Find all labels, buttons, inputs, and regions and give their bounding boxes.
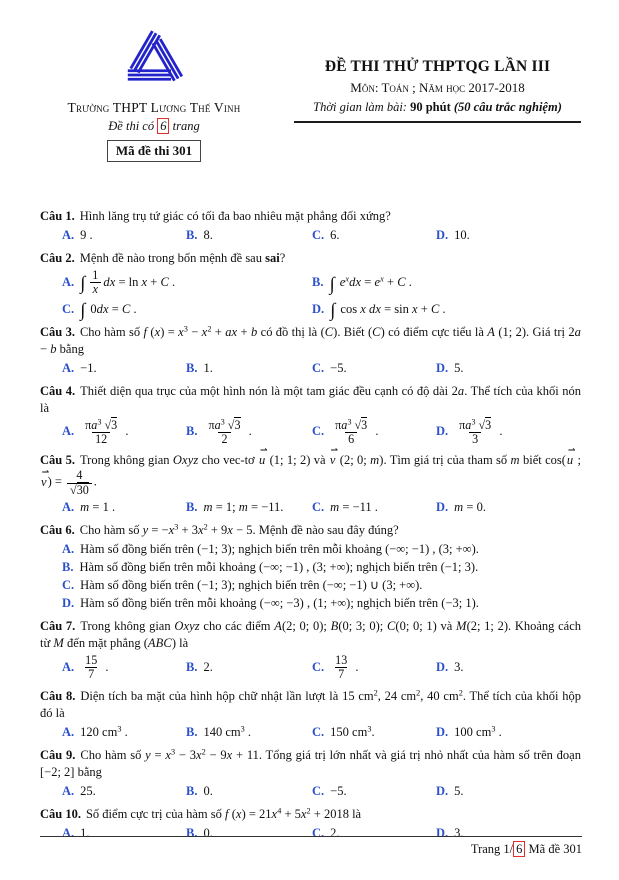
option-b [186,419,312,447]
school-logo-icon [118,24,190,97]
option-d [436,783,581,800]
question-text: Câu 5. Trong không gian Oxyz cho vec-tơ u ⇀ (1; 1; 2) và v ⇀ (2; 0; m). Tìm giá trị của tham số m biết cos(u ⇀ ; v ⇀) = $\frac{4}{√30}$ . [40,452,581,497]
time-label: Thời gian làm bài: [313,99,411,114]
option-d [312,300,581,322]
option-letter: B. [186,500,198,514]
option-value: −5. [330,783,347,798]
option-d [436,659,581,676]
option-letter: C. [312,500,325,514]
school-name: Trường THPT Lương Thế Vinh [67,100,241,115]
option-value: 9 . [80,228,93,243]
option-b [186,360,312,377]
option-c [312,654,436,682]
footer-page-label: Trang 1/ [470,842,514,856]
page-count-link[interactable]: 6 [157,118,169,134]
option-letter: C. [312,825,325,840]
page-count-prefix: Đề thi có [108,119,158,134]
header-right [294,24,581,123]
question-label: Câu 10. [40,806,81,821]
option-value: $\frac{\pi a^3 √3}{12}$ . [85,417,129,447]
option-value: ∫ $e^xdx = e^x + C$ . [329,273,412,295]
option-c [312,227,436,244]
option-letter: A. [62,274,75,289]
option-letter: B. [62,560,74,574]
option-value: 25. [80,783,96,798]
question-label: Câu 5. [40,453,75,468]
option-letter: B. [186,424,198,439]
option-letter: A. [62,228,75,243]
option-b [186,783,312,800]
option-value: 100 $cm^3$ . [454,724,502,739]
option-value: Hàm số đồng biến trên mỗi khoảng (−∞; −3) , (1; +∞); nghịch biến trên (−3; 1). [80,596,479,610]
option-b [186,724,312,741]
option-value: −1. [80,360,97,375]
option-a [62,499,186,516]
footer [40,836,582,858]
option-letter: C. [312,424,325,439]
options [40,654,581,682]
options [40,419,581,447]
question [40,747,581,800]
question-text: Câu 3. Cho hàm số f $(x) = x^3 - x^2$ + ax + b có đồ thị là (C). Biết (C) có điểm cực tiểu là A (1; 2). Giá trị 2a − b bằng [40,324,581,356]
question-text: Câu 9. Cho hàm số $y = x^3 - 3x^2 - 9x + 11$. Tổng giá trị lớn nhất và giá trị nhỏ nhất của hàm số trên đoạn [−2; 2] bằng [40,747,581,779]
option-c [312,360,436,377]
option-letter: C. [62,578,75,592]
question-label: Câu 1. [40,209,75,224]
page-count-suffix: trang [169,119,200,134]
subject-line: Môn: Toán ; Năm học 2017-2018 [350,80,525,96]
option-letter: B. [312,275,324,290]
option-d [436,360,581,377]
option-letter: A. [62,424,75,439]
option-d [436,419,581,447]
option-letter: A. [62,360,75,375]
question [40,208,581,244]
option-value: $\frac{13}{7}$ . [335,653,359,682]
option-d [62,595,581,612]
footer-exam-code: Mã đề 301 [528,842,582,856]
option-value: $\frac{\pi a^3 √3}{2}$ . [208,417,252,447]
option-letter: A. [62,542,75,556]
questions [40,208,581,842]
option-a [62,654,186,682]
option-value: 3. [454,660,464,675]
option-d [436,499,581,516]
option-c [312,724,436,741]
question-label: Câu 6. [40,523,75,537]
question-label: Câu 2. [40,251,75,266]
option-letter: B. [186,825,198,840]
option-letter: D. [436,825,449,840]
options [40,227,581,244]
option-letter: B. [186,660,198,675]
exam-code-box: Mã đề thi 301 [107,140,201,162]
option-b [62,559,581,576]
options [40,783,581,800]
option-value: 2. [330,825,340,840]
header [40,24,581,162]
option-letter: D. [436,724,449,739]
options [40,499,581,516]
option-c [312,783,436,800]
option-c [312,499,436,516]
option-a [62,783,186,800]
question-text: Câu 1. Hình lăng trụ tứ giác có tối đa bao nhiêu mặt phẳng đối xứng? [40,209,391,224]
time-line [294,99,581,123]
page-count-line [40,118,268,135]
option-d [436,227,581,244]
option-value: m = −11 . [330,500,378,514]
question [40,688,581,741]
question [40,383,581,447]
option-a [62,724,186,741]
footer-page-link[interactable]: 6 [513,841,525,857]
option-c [312,419,436,447]
option-letter: D. [436,360,449,375]
question-label: Câu 3. [40,324,75,339]
option-value: Hàm số đồng biến trên (−1; 3); nghịch biến trên (−∞; −1) ∪ (3; +∞). [80,578,423,592]
option-letter: D. [436,228,449,243]
question-text: Câu 7. Trong không gian Oxyz cho các điểm A(2; 0; 0); B(0; 3; 0); C(0; 0; 1) và M(2; 1; 2). Khoảng cách từ M đến mặt phẳng (ABC) là [40,619,581,650]
option-c [62,300,312,322]
header-left [40,24,268,162]
option-d [436,724,581,741]
option-value: ∫ $\frac{1}{x}$ dx = ln x + C . [80,268,176,297]
option-value: 0. [203,783,213,798]
question-label: Câu 9. [40,747,76,762]
options [40,360,581,377]
option-value: 120 $cm^3$ . [80,724,128,739]
option-letter: D. [436,660,449,675]
option-letter: D. [62,596,75,610]
option-value: $\frac{\pi a^3 √3}{3}$ . [459,417,503,447]
option-letter: A. [62,500,75,514]
options [40,541,581,612]
option-a [62,227,186,244]
question [40,522,581,612]
option-value: 0. [203,825,213,840]
option-value: 5. [454,783,464,798]
option-value: 8. [203,228,213,243]
option-a [62,360,186,377]
option-a [62,541,581,558]
question-text: Câu 2. Mệnh đề nào trong bốn mệnh đề sau sai? [40,251,286,266]
option-value: 150 $cm^3$. [330,724,375,739]
option-b [186,227,312,244]
option-letter: B. [186,228,198,243]
question-text: Câu 10. Số điểm cực trị của hàm số f $(x) = 21x^4 + 5x^2 + 2018$ là [40,806,362,821]
option-a [62,269,312,297]
question-text: Câu 6. Cho hàm số $y = -x^3 + 3x^2 + 9x - 5$. Mệnh đề nào sau đây đúng? [40,522,399,537]
question [40,452,581,516]
option-letter: B. [186,724,198,739]
option-b [186,499,312,516]
option-value: 1. [80,825,90,840]
options [40,724,581,741]
footer-rule [40,836,582,837]
option-value: $\frac{\pi a^3 √3}{6}$ . [335,417,379,447]
option-letter: D. [436,500,449,514]
options [40,268,581,322]
option-letter: B. [186,360,198,375]
footer-text [40,841,582,858]
option-value: $\frac{15}{7}$ . [85,653,109,682]
option-letter: C. [312,360,325,375]
option-b [312,273,581,295]
option-letter: D. [436,424,449,439]
option-letter: B. [186,783,198,798]
option-letter: A. [62,724,75,739]
question-label: Câu 8. [40,688,76,703]
option-value: 6. [330,228,340,243]
option-letter: D. [436,783,449,798]
option-value: 10. [454,228,470,243]
question [40,618,581,682]
option-value: ∫ 0dx = C . [80,300,137,322]
option-letter: D. [312,301,325,316]
question [40,324,581,377]
option-value: 3. [454,825,464,840]
option-value: 140 $cm^3$ . [203,724,251,739]
option-value: −5. [330,360,347,375]
option-letter: C. [312,659,325,674]
option-value: 5. [454,360,464,375]
option-value: m = 1; m = −11. [203,500,284,514]
question-label: Câu 7. [40,619,76,633]
option-value: m = 0. [454,500,486,514]
option-value: ∫ cos x dx = sin x + C . [330,300,446,322]
option-letter: C. [62,301,75,316]
option-value: Hàm số đồng biến trên (−1; 3); nghịch biến trên mỗi khoảng (−∞; −1) , (3; +∞). [80,542,479,556]
option-b [186,659,312,676]
question-text: Câu 4. Thiết diện qua trục của một hình nón là một tam giác đều cạnh có độ dài 2a. Thể tích của khối nón là [40,383,582,415]
option-letter: A. [62,659,75,674]
option-letter: C. [312,228,325,243]
question-text: Câu 8. Diện tích ba mặt của hình hộp chữ nhật lần lượt là 15 $cm^2$, 24 $cm^2$, 40 $cm^2$. Thể tích của khối hộp đó là [40,688,582,720]
option-letter: A. [62,783,75,798]
exam-title: ĐỀ THI THỬ THPTQG LẦN III [324,58,551,75]
option-letter: C. [312,783,325,798]
option-value: Hàm số đồng biến trên mỗi khoảng (−∞; −1) , (3; +∞); nghịch biến trên (−1; 3). [79,560,479,574]
option-letter: C. [312,724,325,739]
question [40,250,581,322]
option-c [62,577,581,594]
option-a [62,419,186,447]
option-value: m = 1 . [80,500,116,514]
option-value: 1. [203,360,213,375]
question-label: Câu 4. [40,383,76,398]
time-note: (50 câu trắc nghiệm) [453,99,562,114]
time-value: 90 phút [410,99,454,114]
option-value: 2. [203,660,213,675]
option-letter: A. [62,825,75,840]
